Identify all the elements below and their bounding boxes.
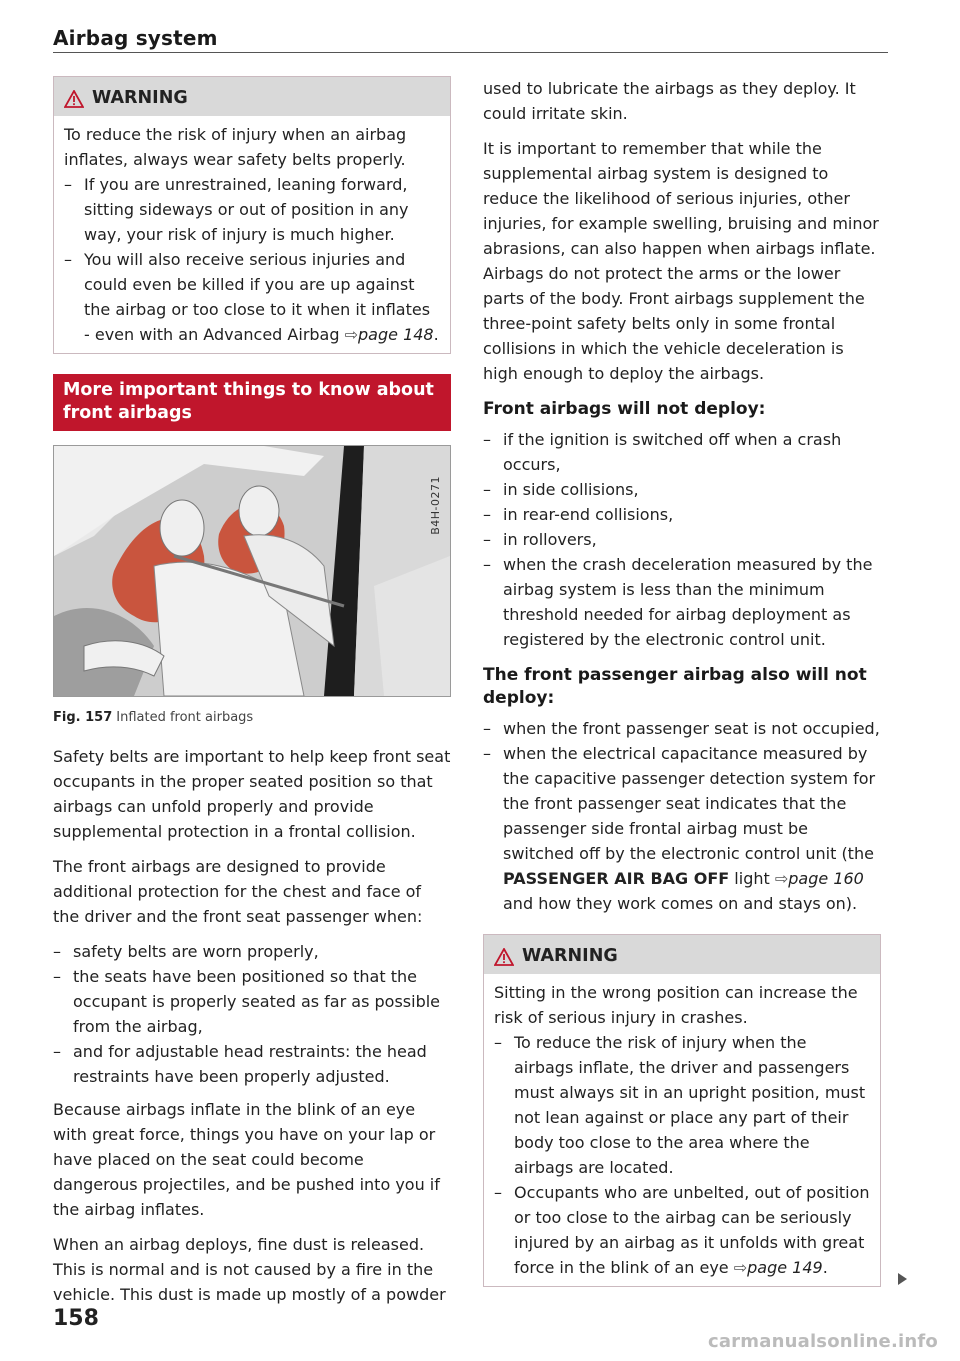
warning-box-right: [483, 934, 881, 1287]
warning-item: – To reduce the risk of injury when the airbags inflate, the driver and passengers must always sit in an upright position, must not lean against or place any part of their body too close to the area where the airbags are located.: [494, 1030, 870, 1180]
page-ref-link[interactable]: page 160: [788, 869, 864, 888]
warning-header: [54, 77, 450, 116]
page-ref-arrow-icon: ⇨: [344, 325, 359, 344]
passenger-airbag-off-label: PASSENGER AIR BAG OFF: [503, 869, 730, 888]
warning-list: [64, 172, 440, 347]
paragraph: Safety belts are important to help keep front seat occupants in the proper seated position so that airbags can unfold properly and provide supplemental protection in a frontal collision.: [53, 747, 451, 841]
warning-title: WARNING: [522, 946, 618, 966]
warning-header: [484, 935, 880, 974]
page-ref-arrow-icon: ⇨: [774, 869, 789, 888]
page-header-title: Airbag system: [53, 26, 218, 50]
warning-box-left: [53, 76, 451, 354]
section-title: More important things to know about front airbags: [53, 374, 451, 431]
warning-item-text: You will also receive serious injuries and could even be killed if you are up against the airbag or too close to it when it inflates - even with an Advanced Airbag: [84, 250, 431, 344]
no-deploy-list: [483, 427, 881, 652]
warning-item: [64, 247, 440, 347]
passenger-head-shape: [239, 486, 279, 536]
warning-triangle-icon: [64, 90, 84, 108]
left-column: [53, 76, 451, 1317]
list-item: – in rear-end collisions,: [483, 502, 881, 527]
list-item: – and for adjustable head restraints: the head restraints have been properly adjusted.: [53, 1039, 451, 1089]
figure-code: B4H-0271: [429, 476, 442, 535]
warning-intro: To reduce the risk of injury when an airbag inflates, always wear safety belts properly.: [64, 125, 407, 169]
list-item-text: and how they work comes on and stays on).: [503, 894, 858, 913]
page-ref-link[interactable]: page 149: [747, 1258, 823, 1277]
warning-list: [494, 1030, 870, 1280]
right-column: [483, 76, 881, 1301]
warning-intro: Sitting in the wrong position can increase the risk of serious injury in crashes.: [494, 983, 858, 1027]
list-item: – if the ignition is switched off when a crash occurs,: [483, 427, 881, 477]
passenger-no-deploy-list: [483, 716, 881, 916]
list-item: – safety belts are worn properly,: [53, 939, 451, 964]
list-item: – in side collisions,: [483, 477, 881, 502]
list-item: – the seats have been positioned so that the occupant is properly seated as far as possible from the airbag,: [53, 964, 451, 1039]
warning-triangle-icon: [494, 948, 514, 966]
warning-ref-suffix: .: [433, 325, 439, 344]
list-item: – in rollovers,: [483, 527, 881, 552]
warning-title: WARNING: [92, 88, 188, 108]
figure-caption-text: Inflated front airbags: [116, 710, 254, 725]
paragraph: It is important to remember that while the supplemental airbag system is designed to reduce the likelihood of serious injuries, other injuries, for example swelling, bruising and minor abrasions, can also happen when airbags inflate. Airbags do not protect the arms or the lower parts of the body. Front airbags supplement the three-point safety belts only in some frontal collisions in which the vehicle deceleration is high enough to deploy the airbags.: [483, 139, 879, 383]
airbag-illustration: [54, 446, 450, 696]
page-number: 158: [53, 1306, 99, 1331]
subheading-front-airbags: Front airbags will not deploy:: [483, 399, 766, 419]
watermark-text: carmanualsonline.info: [707, 1331, 938, 1352]
warning-ref-suffix: .: [822, 1258, 828, 1277]
list-item: – when the front passenger seat is not occupied,: [483, 716, 881, 741]
warning-item-text: Occupants who are unbelted, out of position or too close to the airbag can be seriously injured by an airbag as it unfolds with great force in the blink of an eye: [514, 1183, 870, 1277]
list-item: – when the crash deceleration measured by the airbag system is less than the minimum threshold needed for airbag deployment as registered by the electronic control unit.: [483, 552, 881, 652]
page-ref-link[interactable]: page 148: [358, 325, 434, 344]
list-item: [483, 741, 881, 916]
paragraph: Because airbags inflate in the blink of an eye with great force, things you have on your lap or have placed on the seat could become dangerous projectiles, and be pushed into you if the airbag inflates.: [53, 1100, 440, 1219]
list-item-text: light: [729, 869, 775, 888]
paragraph: The front airbags are designed to provide additional protection for the chest and face of the driver and the front seat passenger when:: [53, 857, 423, 926]
header-divider: [53, 52, 888, 53]
conditions-list: [53, 939, 451, 1089]
figure-inflated-airbags: [53, 445, 451, 697]
list-item-text: when the electrical capacitance measured by the capacitive passenger detection system for the front passenger seat indicates that the passenger side frontal airbag must be switched off by the electronic control unit (the: [503, 744, 876, 863]
page-ref-arrow-icon: ⇨: [733, 1258, 748, 1277]
driver-head-shape: [160, 500, 204, 556]
warning-body: [54, 116, 450, 353]
warning-body: [484, 974, 880, 1286]
figure-caption: [53, 705, 451, 730]
figure-number: Fig. 157: [53, 710, 113, 725]
warning-item: [494, 1180, 870, 1280]
continue-arrow-icon: [898, 1273, 907, 1285]
paragraph: used to lubricate the airbags as they deploy. It could irritate skin.: [483, 79, 856, 123]
paragraph: When an airbag deploys, fine dust is released. This is normal and is not caused by a fire in the vehicle. This dust is made up mostly of a powder: [53, 1235, 446, 1304]
subheading-passenger-airbag: The front passenger airbag also will not deploy:: [483, 665, 867, 708]
warning-item: – If you are unrestrained, leaning forward, sitting sideways or out of position in any way, your risk of injury is much higher.: [64, 172, 440, 247]
